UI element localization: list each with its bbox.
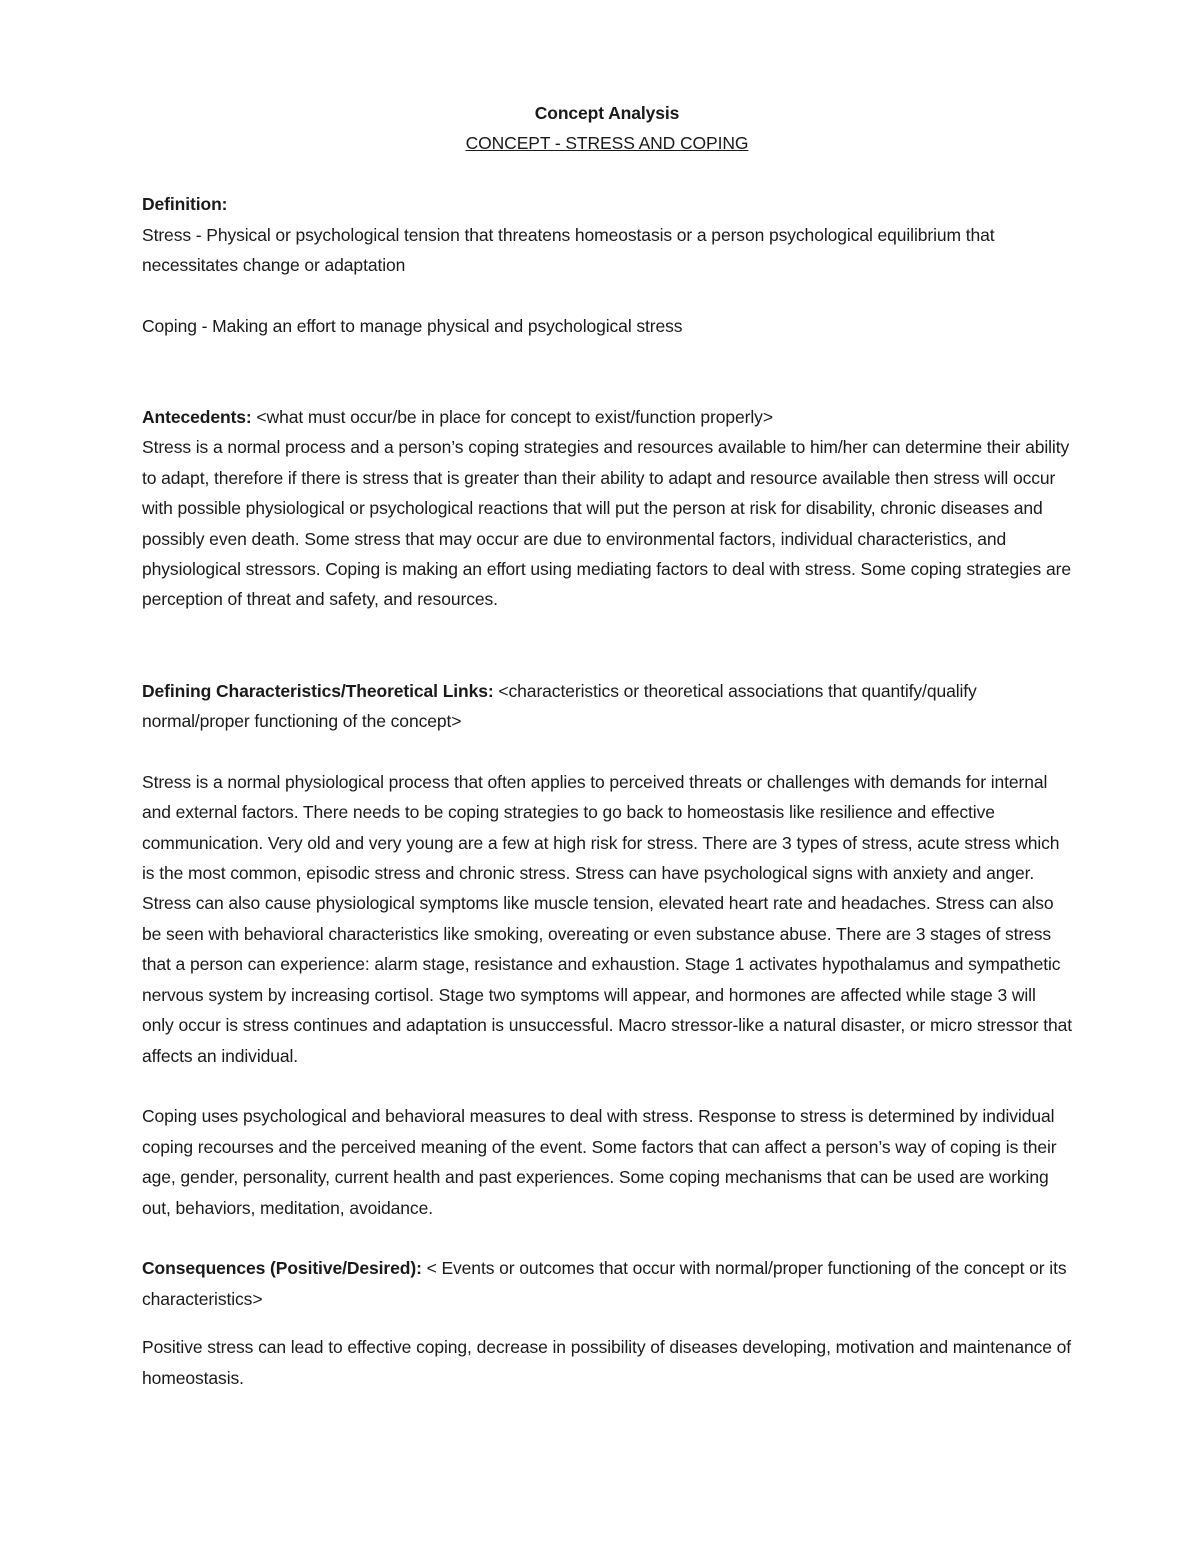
- spacer: [142, 280, 1072, 310]
- antecedents-prompt: <what must occur/be in place for concept to exist/function properly>: [251, 407, 773, 428]
- spacer: [142, 736, 1072, 766]
- defining-prompt: <characteristics or theoretical associations that quantify/qualify normal/proper functioning of the concept>: [142, 680, 977, 732]
- spacer: [142, 615, 1072, 676]
- definition-heading: Definition:: [142, 194, 228, 215]
- defining-heading: Defining Characteristics/Theoretical Links:: [142, 680, 494, 701]
- spacer: [142, 341, 1072, 402]
- consequences-heading-line: [142, 1253, 1072, 1314]
- consequences-prompt: < Events or outcomes that occur with normal/proper functioning of the concept or its characteristics>: [142, 1258, 1067, 1309]
- defining-paragraph-1: Stress is a normal physiological process that often applies to perceived threats or challenges with demands for internal and external factors. There needs to be coping strategies to go back to homeostasis like resilience and effective communication. Very old and very young are a few at high risk for stress. There are 3 types of stress, acute stress which is the most common, episodic stress and chronic stress. Stress can have psychological signs with anxiety and anger. Stress can also cause physiological symptoms like muscle tension, elevated heart rate and headaches. Stress can also be seen with behavioral characteristics like smoking, overeating or even substance abuse. There are 3 stages of stress that a person can experience: alarm stage, resistance and exhaustion. Stage 1 activates hypothalamus and sympathetic nervous system by increasing cortisol. Stage two symptoms will appear, and hormones are affected while stage 3 will only occur is stress continues and adaptation is unsuccessful. Macro stressor-like a natural disaster, or micro stressor that affects an individual.: [142, 771, 1072, 1066]
- definition-stress: Stress - Physical or psychological tension that threatens homeostasis or a person psychological equilibrium that necessitates change or adaptation: [142, 224, 995, 276]
- consequences-body: Positive stress can lead to effective coping, decrease in possibility of diseases developing, motivation and maintenance of homeostasis.: [142, 1337, 1072, 1388]
- antecedents-heading-line: [142, 402, 1072, 432]
- spacer: [142, 159, 1072, 189]
- document-subtitle: CONCEPT - STRESS AND COPING: [465, 133, 749, 154]
- defining-heading-line: [142, 676, 1072, 737]
- document-title: Concept Analysis: [534, 103, 680, 123]
- document-page: [142, 98, 1072, 1393]
- antecedents-heading: Antecedents:: [142, 407, 252, 428]
- defining-paragraph-2: Coping uses psychological and behavioral measures to deal with stress. Response to stress is determined by individual coping recourses and the perceived meaning of the event. Some factors that can affect a person’s way of coping is their age, gender, personality, current health and past experiences. Some coping mechanisms that can be used are working out, behaviors, meditation, avoidance.: [142, 1106, 1057, 1218]
- spacer: [142, 1071, 1072, 1101]
- spacer: [142, 1223, 1072, 1253]
- consequences-heading: Consequences (Positive/Desired):: [142, 1258, 422, 1279]
- spacer: [142, 1314, 1072, 1332]
- antecedents-body: Stress is a normal process and a person’s coping strategies and resources available to him/her can determine their ability to adapt, therefore if there is stress that is greater than their ability to adapt and resource available then stress will occur with possible physiological or psychological reactions that will put the person at risk for disability, chronic diseases and possibly even death. Some stress that may occur are due to environmental factors, individual characteristics, and physiological stressors. Coping is making an effort using mediating factors to deal with stress. Some coping strategies are perception of threat and safety, and resources.: [142, 437, 1071, 610]
- definition-coping: Coping - Making an effort to manage physical and psychological stress: [142, 315, 683, 336]
